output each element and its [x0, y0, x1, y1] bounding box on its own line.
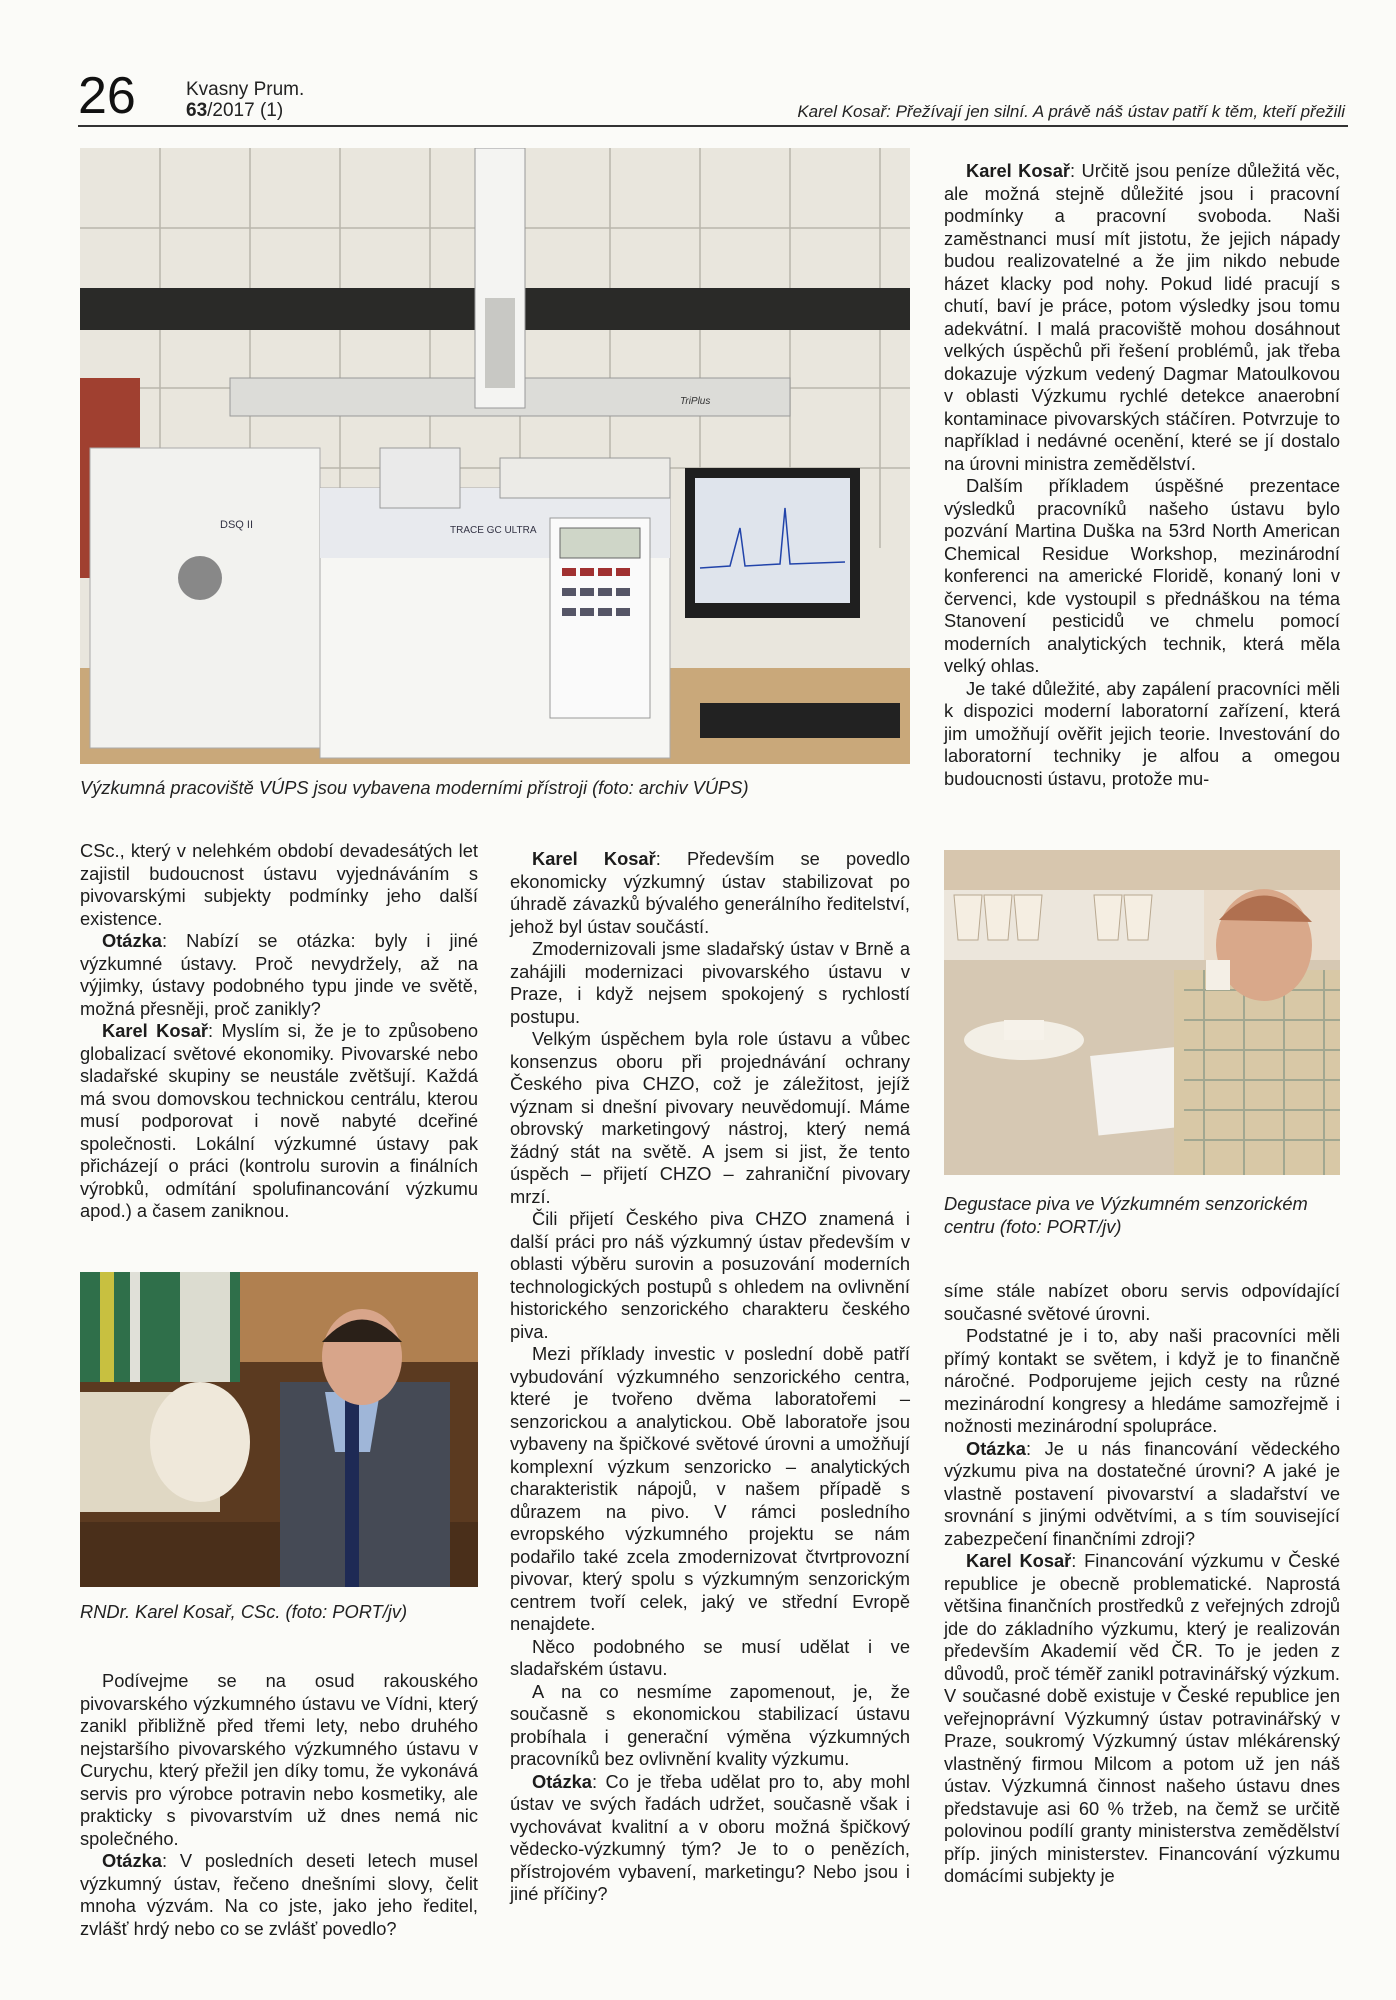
paragraph-text: Čili přijetí Českého piva CHZO znamená i další práci pro náš výzkumný ústav především v oblasti výběru surovin a posuzování moderních technologických postupů s ohledem na ovlivnění historického senzorického charakteru českého piva. — [510, 1208, 910, 1342]
paragraph-text: : Nabízí se otázka: byly i jiné výzkumné ústavy. Proč nevydržely, až na výjimky, ústavy podobného typu jinde ve světě, možná přesněji, proč zanikly? — [80, 930, 478, 1019]
paragraph — [80, 1670, 478, 1850]
column-1-upper — [80, 840, 478, 1223]
speaker-label: Otázka — [102, 930, 162, 951]
paragraph-text: : Určitě jsou peníze důležitá věc, ale možná stejně důležité jsou i pracovní podmínky a pracovní svoboda. Naši zaměstnanci musí mít jistotu, že jejich nápady budou realizovatelné a že jim nikdo nebude házet klacky pod nohy. Pokud lidé pracují s chutí, baví je práce, potom výsledky jsou tomu adekvátní. I malá pracoviště mohou dosáhnout velkých úspěchů při řešení problémů, jak třeba dokazuje výzkum vedený Dagmar Matoulkovou v oblasti Výzkumu rychlé detekce anaerobní kontaminace pivovarských stáčíren. Potvrzuje to například i nedávné ocenění, které se jí dostalo na úrovni ministra zemědělství. — [944, 160, 1340, 474]
rail-label: TriPlus — [680, 396, 711, 407]
column-2 — [510, 848, 910, 1906]
paragraph-text: Něco podobného se musí udělat i ve sladařském ústavu. — [510, 1635, 910, 1679]
journal-name: Kvasny Prum. — [186, 79, 305, 100]
paragraph — [510, 1028, 910, 1208]
paragraph — [510, 938, 910, 1028]
paragraph — [510, 1636, 910, 1681]
dsq-label: DSQ II — [220, 519, 254, 531]
paragraph-text: Dalším příkladem úspěšné prezentace výsledků pracovníků našeho ústavu bylo pozvání Martina Duška na 53rd North American Chemical Residue Workshop, mezinárodní konferenci na americké Floridě, konaný loni v červenci, kde vystoupil s přednáškou na téma Stanovení pesticidů ve chmelu pomocí moderních analytických technik, která měla velký ohlas. — [944, 475, 1340, 676]
journal-issue — [186, 101, 283, 121]
paragraph-text: : Především se povedlo ekonomicky výzkumný ústav stabilizovat po úhradě závazků bývalého generálního ředitelství, jehož byl ústav součástí. — [510, 848, 910, 937]
figure-caption-lab: Výzkumná pracoviště VÚPS jsou vybavena moderními přístroji (foto: archiv VÚPS) — [80, 777, 749, 798]
paragraph-text: : Financování výzkumu v České republice je obecně problematické. Naprostá většina finančních prostředků z veřejných zdrojů jde do základního výzkumu, který je realizován především Akademií věd ČR. To je jeden z důvodů, proč téměř zanikl potravinářský výzkum. V současné době existuje v České republice jen veřejnoprávní Výzkumný ústav potravinářský v Praze, soukromý Výzkumný ústav mlékárenský vlastněný firmou Milcom a potom už jen náš ústav. Výzkumná činnost našeho ústavu dnes představuje asi 60 % tržeb, na čemž se určitě polovinou podílí granty ministerstva zemědělství příp. jiných ministerstev. Financování výzkumu domácími subjekty je — [944, 1550, 1340, 1886]
paragraph-text: Zmodernizovali jsme sladařský ústav v Brně a zahájili modernizaci pivovarského ústavu v Praze, i když nejsem spokojený s rychlostí postupu. — [510, 938, 910, 1027]
page-number: 26 — [78, 67, 136, 125]
figure-caption-portrait: RNDr. Karel Kosař, CSc. (foto: PORT/jv) — [80, 1601, 408, 1622]
paragraph-text: síme stále nabízet oboru servis odpovídající současné světové úrovni. — [944, 1280, 1340, 1324]
paragraph-text: : Co je třeba udělat pro to, aby mohl ústav ve svých řadách udržet, současně však i vychovávat kvalitní a v oboru možná špičkový vědecko-výzkumný tým? Je to o penězích, přístrojovém vybavení, marketingu? Nebo jsou i jiné příčiny? — [510, 1770, 910, 1904]
paragraph-text: Podívejme se na osud rakouského pivovarského výzkumného ústavu ve Vídni, který zanikl přibližně před třemi lety, nebo druhého nejstaršího pivovarského výzkumného ústavu v Curychu, který přežil jen díky tomu, že vykonává servis pro výrobce potravin nebo kosmetiky, ale prakticky s pivovarstvím už dnes nemá nic společného. — [80, 1670, 478, 1849]
paragraph — [80, 930, 478, 1020]
speaker-label: Otázka — [966, 1437, 1026, 1459]
speaker-label: Karel Kosař — [966, 160, 1070, 181]
paragraph — [944, 1325, 1340, 1438]
paragraph — [944, 1438, 1340, 1551]
paragraph — [944, 475, 1340, 678]
column-3-lower — [944, 1280, 1340, 1888]
paragraph — [510, 1681, 910, 1771]
paragraph — [80, 1020, 478, 1223]
beer-tasting-photo — [944, 850, 1340, 1175]
header-rule — [78, 125, 1348, 127]
journal-volume: 63 — [186, 100, 208, 121]
lab-instrument-photo — [80, 148, 910, 764]
paragraph-text: Mezi příklady investic v poslední době patří vybudování výzkumného senzorického centra, které je tvořeno dvěma laboratořemi – senzorickou a analytickou. Obě laboratoře jsou vybaveny na špičkové světové úrovni a umožňují komplexní výzkum senzoricko – analytických charakteristik nápojů, v našem případě s důrazem na pivo. V rámci posledního evropského výzkumného projektu se nám podařilo také zcela zmodernizovat čtvrtprovozní pivovar, který spolu s výzkumným senzorickým centrem tvoří celek, jaký ve střední Evropě nenajdete. — [510, 1343, 910, 1634]
paragraph — [510, 848, 910, 938]
speaker-label: Karel Kosař — [102, 1020, 208, 1041]
paragraph-text: CSc., který v nelehkém období devadesátých let zajistil budoucnost ústavu vyjednáváním s pivovarskými subjekty podmínky jeho další existence. — [80, 840, 478, 929]
column-1-lower — [80, 1670, 478, 1940]
speaker-label: Karel Kosař — [532, 848, 656, 869]
running-head: Karel Kosař: Přežívají jen silní. A právě náš ústav patří k těm, kteří přežili — [797, 102, 1345, 121]
paragraph-text: : Myslím si, že je to způsobeno globalizací světové ekonomiky. Pivovarské nebo sladařské skupiny se neustále zvětšují. Každá má svou domovskou technickou centrálu, kterou musí podporovat i nově nabyté dceřiné společnosti. Lokální výzkumné ústavy pak přicházejí o práci (kontrolu surovin a finálních výrobků, odmítání spolufinancování výzkumu apod.) a časem zaniknou. — [80, 1020, 478, 1221]
paragraph — [510, 1343, 910, 1636]
paragraph-text: A na co nesmíme zapomenout, je, že současně s ekonomickou stabilizací ústavu probíhala i generační výměna výzkumných pracovníků bez ovlivnění kvality výzkumu. — [510, 1680, 910, 1769]
speaker-label: Otázka — [532, 1770, 592, 1792]
paragraph — [80, 840, 478, 930]
paragraph — [944, 1280, 1340, 1325]
portrait-photo — [80, 1272, 478, 1587]
speaker-label: Karel Kosař — [966, 1550, 1072, 1571]
figure-caption-tasting: Degustace piva ve Výzkumném senzorickém centru (foto: PORT/jv) — [944, 1193, 1308, 1237]
paragraph-text: Je také důležité, aby zapálení pracovníci měli k dispozici moderní laboratorní zařízení, která jim umožňují ověřit jejich teorie. Investování do laboratorní techniky je alfou a omegou budoucnosti ústavu, protože mu- — [944, 677, 1340, 789]
paragraph-text: : Je u nás financování vědeckého výzkumu piva na dostatečné úrovni? A jaké je vlastně postavení pivovarství a sladařství ve srovnání s jinými odvětvími, a s tím související zabezpečení finančními zdroji? — [944, 1437, 1340, 1549]
paragraph-text: Podstatné je i to, aby naši pracovníci měli přímý kontakt se světem, i když je to finančně náročné. Podporujeme jejich cesty na různé mezinárodní kongresy a hledáme samozřejmě i nožnosti mezinárodní spolupráce. — [944, 1325, 1340, 1436]
journal-year-issue: /2017 (1) — [207, 100, 284, 121]
paragraph — [944, 1550, 1340, 1888]
column-3-upper — [944, 160, 1340, 790]
paragraph — [944, 678, 1340, 791]
paragraph — [510, 1771, 910, 1906]
gc-label: TRACE GC ULTRA — [450, 525, 537, 536]
paragraph — [80, 1850, 478, 1940]
speaker-label: Otázka — [102, 1850, 162, 1871]
paragraph — [944, 160, 1340, 475]
paragraph-text: Velkým úspěchem byla role ústavu a vůbec konsenzus oboru při projednávání ochrany Českého piva CHZO, což je záležitost, jejíž význam si dnešní pivovary neuvědomují. Máme obrovský marketingový nástroj, který nemá žádný stát na světě. A jsem si jist, že tento úspěch – přijetí CHZO – zahraniční pivovary mrzí. — [510, 1028, 910, 1207]
paragraph-text: : V posledních deseti letech musel výzkumný ústav, řečeno dnešními slovy, čelit mnoha výzvám. Na co jste, jako jeho ředitel, zvlášť hrdý nebo co se zvlášť povedlo? — [80, 1850, 478, 1939]
paragraph — [510, 1208, 910, 1343]
